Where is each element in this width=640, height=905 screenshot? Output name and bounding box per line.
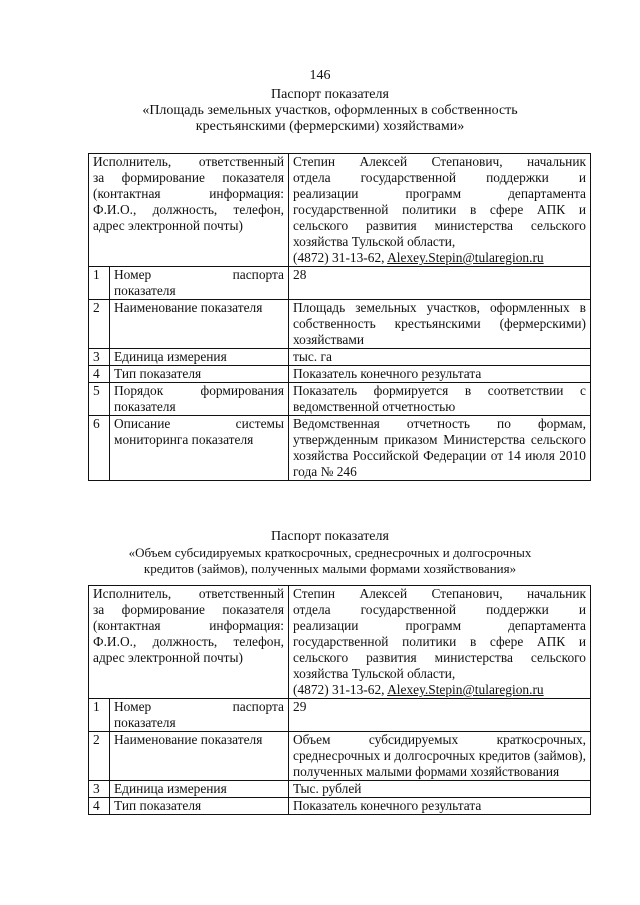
executor-value-cell — [289, 154, 591, 267]
executor-email-link[interactable]: Alexey.Stepin@tularegion.ru — [387, 250, 544, 265]
passport2-title: Паспорт показателя — [271, 529, 389, 544]
row-number: 3 — [89, 781, 110, 798]
executor-value-line: Степин Алексей Степанович, начальник — [293, 154, 586, 169]
executor-value-line: реализации программ департамента — [293, 618, 586, 633]
table-row — [89, 416, 591, 481]
table-row — [89, 300, 591, 349]
executor-value-line: сельского развития министерства сельского — [293, 650, 586, 665]
executor-label-line: за формирование показателя — [93, 170, 284, 185]
executor-contact-line — [293, 250, 586, 266]
row-value: Ведомственная отчетность по формам, утвержденным приказом Министерства сельского хозяйства Российской Федерации от 14 июля 2010 года № 246 — [289, 416, 591, 481]
passport2-table — [88, 585, 591, 815]
passport1-table — [88, 153, 591, 481]
row-value: тыс. га — [289, 349, 591, 366]
executor-phone: (4872) 31-13-62, — [293, 250, 385, 265]
row-label: Номер паспорта показателя — [110, 699, 289, 732]
executor-label-line: Исполнитель, ответственный — [93, 586, 284, 601]
executor-label-cell — [89, 154, 289, 267]
row-value: Объем субсидируемых краткосрочных, среднесрочных и долгосрочных кредитов (займов), полученных малыми формами хозяйствования — [289, 732, 591, 781]
table-row — [89, 366, 591, 383]
row-number: 2 — [89, 300, 110, 349]
table-row — [89, 781, 591, 798]
executor-contact-line — [293, 682, 586, 698]
row-number: 6 — [89, 416, 110, 481]
row-number: 5 — [89, 383, 110, 416]
executor-value-line: хозяйства Тульской области, — [293, 234, 456, 249]
row-label: Номер паспорта показателя — [110, 267, 289, 300]
row-number: 3 — [89, 349, 110, 366]
passport2-heading — [70, 529, 590, 577]
executor-label-cell — [89, 586, 289, 699]
executor-label-line: адрес электронной почты) — [93, 218, 243, 233]
row-label: Наименование показателя — [110, 732, 289, 781]
table-row — [89, 699, 591, 732]
passport2-subtitle-line: «Объем субсидируемых краткосрочных, среднесрочных и долгосрочных — [128, 545, 532, 560]
executor-label-line: (контактная информация: — [93, 618, 284, 633]
row-value: 29 — [289, 699, 591, 732]
executor-label-line: Ф.И.О., должность, телефон, — [93, 634, 284, 649]
executor-value-line: отдела государственной поддержки и — [293, 170, 586, 185]
table-row — [89, 732, 591, 781]
row-label: Единица измерения — [110, 781, 289, 798]
row-number: 4 — [89, 798, 110, 815]
row-number: 1 — [89, 267, 110, 300]
passport1-subtitle-line: «Площадь земельных участков, оформленных в собственность — [142, 103, 518, 118]
executor-label-line: адрес электронной почты) — [93, 650, 243, 665]
row-value: Показатель конечного результата — [289, 798, 591, 815]
row-number: 2 — [89, 732, 110, 781]
row-label: Тип показателя — [110, 798, 289, 815]
executor-value-line: государственной политики в сфере АПК и — [293, 202, 586, 217]
row-value: 28 — [289, 267, 591, 300]
executor-value-line: сельского развития министерства сельского — [293, 218, 586, 233]
executor-email-link[interactable]: Alexey.Stepin@tularegion.ru — [387, 682, 544, 697]
passport1-heading — [70, 87, 590, 135]
row-value: Показатель конечного результата — [289, 366, 591, 383]
table-row — [89, 154, 591, 267]
passport1-subtitle-line: крестьянскими (фермерскими) хозяйствами» — [195, 119, 465, 134]
row-number: 4 — [89, 366, 110, 383]
passport2-subtitle-line: кредитов (займов), полученных малыми формами хозяйствования» — [143, 561, 517, 576]
page-number: 146 — [309, 68, 331, 83]
table-row — [89, 349, 591, 366]
row-value: Показатель формируется в соответствии с ведомственной отчетностью — [289, 383, 591, 416]
row-value: Тыс. рублей — [289, 781, 591, 798]
executor-value-line: Степин Алексей Степанович, начальник — [293, 586, 586, 601]
row-label: Порядок формирования показателя — [110, 383, 289, 416]
executor-value-line: отдела государственной поддержки и — [293, 602, 586, 617]
table-row — [89, 267, 591, 300]
row-number: 1 — [89, 699, 110, 732]
table-row — [89, 798, 591, 815]
table-row — [89, 586, 591, 699]
executor-value-line: реализации программ департамента — [293, 186, 586, 201]
executor-label-line: за формирование показателя — [93, 602, 284, 617]
executor-label-line: Ф.И.О., должность, телефон, — [93, 202, 284, 217]
row-label: Тип показателя — [110, 366, 289, 383]
executor-label-line: (контактная информация: — [93, 186, 284, 201]
row-value: Площадь земельных участков, оформленных в собственность крестьянскими (фермерскими) хозяйствами — [289, 300, 591, 349]
row-label: Описание системы мониторинга показателя — [110, 416, 289, 481]
executor-value-line: государственной политики в сфере АПК и — [293, 634, 586, 649]
passport1-title: Паспорт показателя — [271, 87, 389, 102]
executor-label-line: Исполнитель, ответственный — [93, 154, 284, 169]
row-label: Наименование показателя — [110, 300, 289, 349]
executor-value-cell — [289, 586, 591, 699]
row-label: Единица измерения — [110, 349, 289, 366]
executor-phone: (4872) 31-13-62, — [293, 682, 385, 697]
executor-value-line: хозяйства Тульской области, — [293, 666, 456, 681]
table-row — [89, 383, 591, 416]
